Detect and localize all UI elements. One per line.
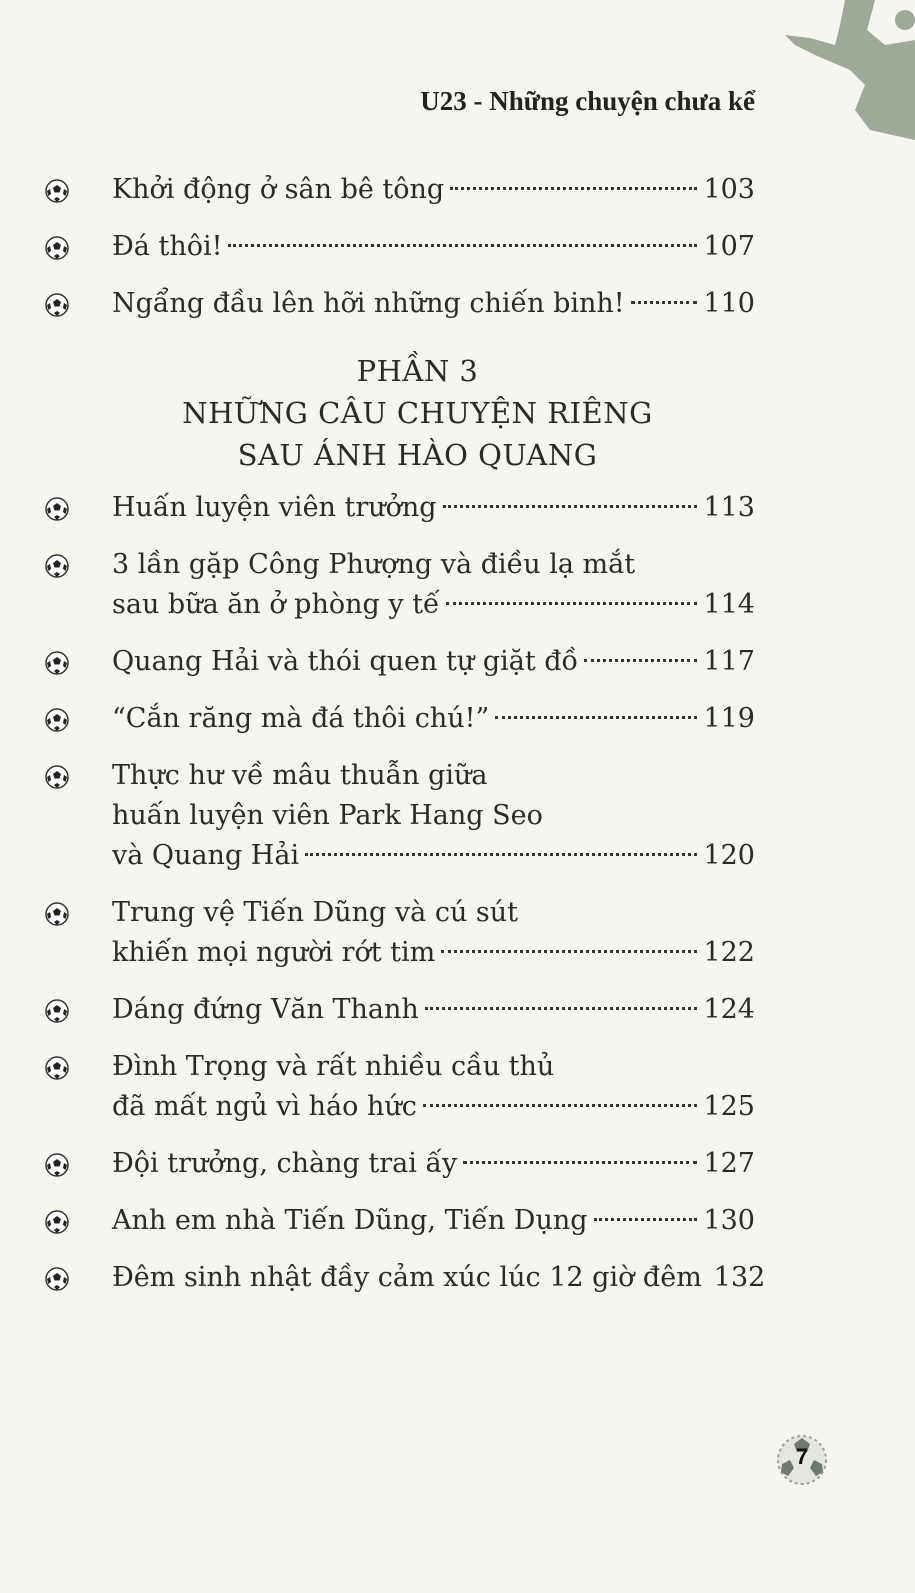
toc-entry-title: Thực hư về mâu thuẫn giữa — [112, 760, 488, 791]
toc-entry-title: và Quang Hải — [112, 840, 300, 871]
toc-entry-page: 117 — [703, 646, 755, 677]
toc-entry[interactable] — [40, 488, 755, 528]
toc-entry[interactable] — [40, 893, 755, 973]
dot-leader — [425, 1007, 698, 1010]
dot-leader — [423, 1104, 698, 1107]
soccer-ball-icon — [44, 998, 70, 1024]
toc-entry[interactable] — [40, 990, 755, 1030]
dot-leader — [446, 602, 698, 605]
dot-leader — [228, 244, 697, 247]
soccer-ball-icon — [44, 292, 70, 318]
toc-entry-title: Đội trưởng, chàng trai ấy — [112, 1148, 458, 1179]
toc-entry-page: 122 — [703, 937, 755, 968]
dot-leader — [450, 187, 697, 190]
toc-entry-title: Dáng đứng Văn Thanh — [112, 994, 419, 1025]
part-heading-line: NHỮNG CÂU CHUYỆN RIÊNG — [182, 396, 653, 430]
soccer-ball-icon — [44, 1152, 70, 1178]
toc-entry[interactable] — [40, 1201, 755, 1241]
part-heading-line: PHẦN 3 — [356, 354, 479, 388]
running-header-title: U23 - Những chuyện chưa kể — [420, 86, 755, 116]
dot-leader — [443, 505, 698, 508]
toc-entry-page: 125 — [703, 1091, 755, 1122]
dot-leader — [594, 1218, 698, 1221]
toc-entry[interactable] — [40, 545, 755, 625]
toc-entry[interactable] — [40, 170, 755, 210]
toc-entry-title: Đá thôi! — [112, 231, 223, 262]
soccer-player-silhouette-icon — [755, 0, 915, 140]
toc-entry[interactable] — [40, 699, 755, 739]
part-heading-line: SAU ÁNH HÀO QUANG — [237, 438, 598, 472]
toc-entry-page: 114 — [703, 589, 755, 620]
soccer-ball-icon — [44, 496, 70, 522]
toc-entry-page: 132 — [713, 1262, 766, 1293]
toc-entry-page: 110 — [703, 288, 755, 319]
page-number-badge — [772, 1430, 832, 1490]
dot-leader — [441, 950, 697, 953]
soccer-ball-icon — [44, 1209, 70, 1235]
soccer-ball-icon — [44, 707, 70, 733]
toc-entry[interactable] — [40, 642, 755, 682]
soccer-ball-icon — [44, 178, 70, 204]
toc-entry[interactable] — [40, 756, 755, 876]
toc-entry-title: Huấn luyện viên trưởng — [112, 492, 437, 523]
toc-entry-title: “Cắn răng mà đá thôi chú!” — [112, 703, 490, 734]
toc-entry-title: 3 lần gặp Công Phượng và điều lạ mắt — [112, 549, 636, 580]
toc-entry-page: 130 — [703, 1205, 755, 1236]
toc-entry-page: 119 — [703, 703, 755, 734]
soccer-ball-icon — [44, 553, 70, 579]
toc-entry-page: 113 — [703, 492, 755, 523]
toc-entry-title: Ngẩng đầu lên hỡi những chiến binh! — [112, 288, 625, 319]
soccer-ball-icon — [44, 1266, 70, 1292]
toc-entry-title: Quang Hải và thói quen tự giặt đồ — [112, 646, 579, 677]
page-number: 7 — [795, 1444, 809, 1469]
toc-entry-page: 107 — [703, 231, 755, 262]
part-heading — [80, 350, 755, 476]
toc-entry-title: Đêm sinh nhật đầy cảm xúc lúc 12 giờ đêm — [112, 1262, 702, 1293]
toc-entry-title: sau bữa ăn ở phòng y tế — [112, 589, 440, 620]
toc-entry-title: Trung vệ Tiến Dũng và cú sút — [112, 897, 519, 928]
table-of-contents — [40, 170, 766, 1315]
toc-entry-page: 124 — [703, 994, 755, 1025]
toc-entry[interactable] — [40, 1144, 755, 1184]
toc-entry-title: Khởi động ở sân bê tông — [112, 174, 445, 205]
toc-entry-title: Đình Trọng và rất nhiều cầu thủ — [112, 1051, 555, 1082]
soccer-ball-icon — [44, 235, 70, 261]
soccer-ball-icon — [44, 1055, 70, 1081]
soccer-ball-icon — [44, 764, 70, 790]
toc-entry[interactable] — [40, 227, 755, 267]
dot-leader — [495, 716, 697, 719]
dot-leader — [631, 301, 698, 304]
toc-entry[interactable] — [40, 1258, 766, 1298]
toc-entry-title: huấn luyện viên Park Hang Seo — [112, 800, 543, 831]
dot-leader — [463, 1161, 697, 1164]
toc-entry-title: đã mất ngủ vì háo hức — [112, 1091, 417, 1122]
toc-entry-title: Anh em nhà Tiến Dũng, Tiến Dụng — [112, 1205, 588, 1236]
toc-entry[interactable] — [40, 1047, 755, 1127]
soccer-ball-icon — [44, 901, 70, 927]
toc-entry-title: khiến mọi người rớt tim — [112, 937, 436, 968]
dot-leader — [584, 659, 697, 662]
toc-entry[interactable] — [40, 284, 755, 324]
dot-leader — [305, 853, 697, 856]
toc-entry-page: 127 — [703, 1148, 755, 1179]
toc-entry-page: 103 — [703, 174, 755, 205]
toc-entry-page: 120 — [703, 840, 755, 871]
soccer-ball-icon — [44, 650, 70, 676]
